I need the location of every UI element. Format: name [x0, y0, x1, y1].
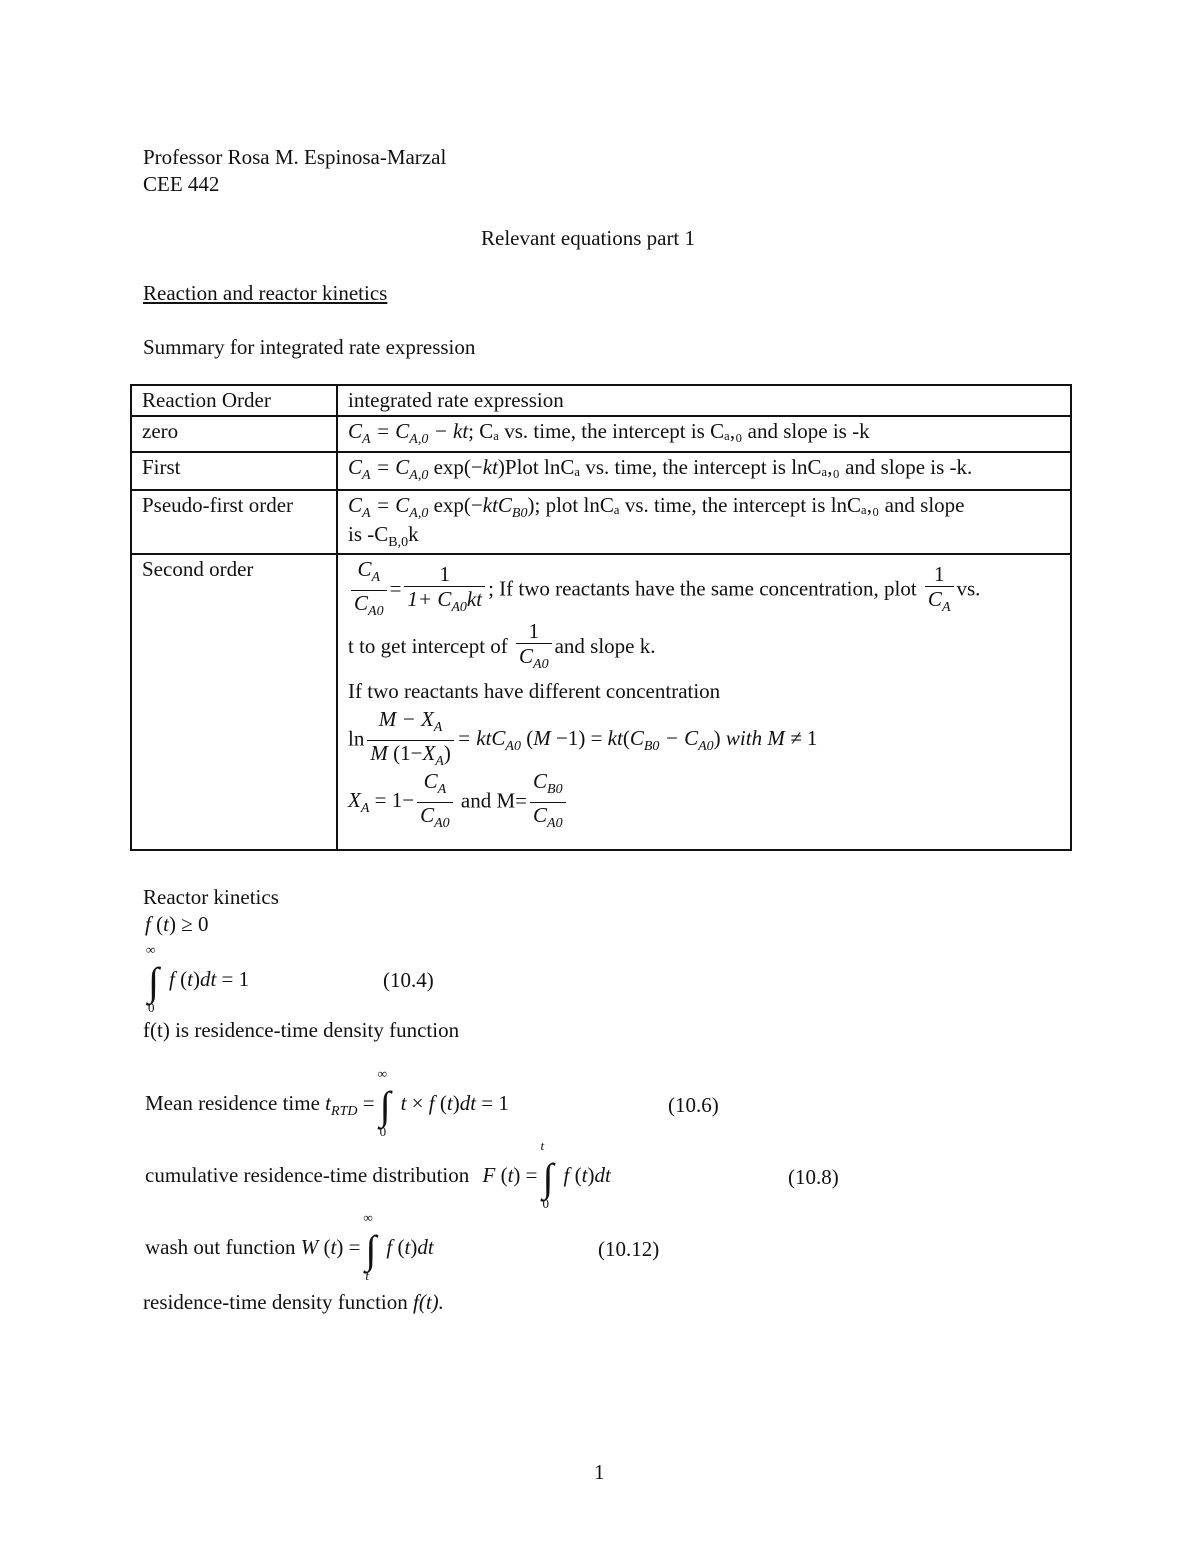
cumulative-label: cumulative residence-time distribution	[145, 1162, 470, 1187]
equation-normalization: ∞ ∫ 0 f (t)dt = 1	[146, 942, 250, 1015]
equation-ft-nonneg: f (t) ≥ 0	[145, 912, 209, 936]
washout-label: wash out function	[145, 1234, 296, 1259]
row-second-text4: and M=	[460, 788, 527, 813]
equation-number-10-4: (10.4)	[383, 968, 434, 992]
row-second-text2: t to get intercept of	[348, 633, 508, 658]
fraction-one-over-ca0: $\frac{1}{C_{A0}}$	[516, 619, 552, 677]
integral-symbol: ∞ ∫ 0	[146, 942, 159, 1015]
equation-number-10-6: (10.6)	[668, 1093, 719, 1117]
row-zero-text: ; Cₐ vs. time, the intercept is Cₐ,₀ and slope is -k	[468, 419, 870, 443]
row-order-second: Second order	[131, 554, 337, 850]
summary-text: Summary for integrated rate expression	[143, 335, 476, 359]
table-header-expression: integrated rate expression	[337, 385, 1071, 416]
row-pseudo-text2: is -C	[348, 522, 389, 546]
row-pseudo-text: ; plot lnCₐ vs. time, the intercept is lnCₐ,₀ and slope	[534, 493, 965, 517]
equation-xa-m: $X_A = 1-$ $\frac{C_A}{C_{A0}}$ and M= $\frac{C_{B0}}{C_{A0}}$	[348, 769, 1060, 831]
equation-different-concentration: ln $\frac{M - X_A}{M (1-X_A)}$ = ktC$_{A0}$ $(M -1) = kt(C_{B0} - C_{A0})$ with M ≠ 1	[348, 707, 1060, 769]
row-expr-second: $\frac{C_A}{C_{A0}}$ = $\frac{1}{1+ C_{A0}kt}$ ; If two reactants have the same concentration, plot $\frac{1}{C_A}$ vs. t to get intercept of $\frac{1}{C_{A0}}$ and slope k. If two reactants have different concentration ln $\frac{M - X_A}{M (1-X_A)}$ = ktC$_{A0}$ $(M -1) = kt(C_{B0} - C_{A0})$ with M ≠ 1 $X_A = 1-$ $\frac{C_A}{C_{A0}}$ and M= $\frac{C_{B0}}{C_{A0}}$	[337, 554, 1071, 850]
row-expr-zero	[337, 416, 1071, 452]
fraction-ca-ca0: $\frac{C_A}{C_{A0}}$	[351, 557, 387, 624]
author-line: Professor Rosa M. Espinosa-Marzal	[143, 145, 447, 169]
row-order-zero: zero	[131, 416, 337, 452]
final-text	[143, 1290, 444, 1315]
row-first-text: Plot lnCₐ vs. time, the intercept is lnCₐ,₀ and slope is -k.	[504, 455, 973, 479]
equation-cumulative: cumulative residence-time distribution F (t) = t ∫ 0 f (t)dt	[145, 1138, 611, 1211]
equation-first: $C_A = C_{A,0}$ exp(−kt)	[348, 455, 505, 483]
equation-number-10-12: (10.12)	[598, 1237, 660, 1261]
equation-washout: wash out function W (t) = ∞ ∫ t f (t)dt	[145, 1210, 434, 1283]
course-line: CEE 442	[143, 172, 220, 196]
equation-mean-residence: Mean residence time $t_{RTD}$ = ∞ ∫ 0 t × f (t)dt = 1	[145, 1066, 509, 1139]
row-order-first: First	[131, 452, 337, 490]
row-second-text2b: and slope k.	[554, 633, 656, 658]
equation-pseudo: $C_A = C_{A,0}$ exp(−ktC$_{B0}$)	[348, 493, 535, 521]
page-title: Relevant equations part 1	[481, 226, 696, 250]
equation-number-10-8: (10.8)	[788, 1165, 839, 1189]
row-order-pseudo: Pseudo-first order	[131, 490, 337, 554]
row-expr-pseudo: $C_A = C_{A,0}$ exp(−ktC$_{B0}$); plot lnCₐ vs. time, the intercept is lnCₐ,₀ and slope is $-C_{B,0}k$	[337, 490, 1071, 554]
rate-expression-table	[130, 384, 1072, 851]
table-header-order: Reaction Order	[131, 385, 337, 416]
page-number: 1	[594, 1460, 605, 1484]
row-second-text3: If two reactants have different concentration	[348, 679, 721, 703]
row-second-text1: ; If two reactants have the same concentration, plot	[488, 576, 917, 601]
fraction-second-order: $\frac{1}{1+ C_{A0}kt}$	[404, 562, 485, 620]
mean-residence-label: Mean residence time	[145, 1090, 320, 1115]
final-text-italic: f(t).	[413, 1290, 444, 1314]
equation-zero: $C_A = C_{A,0}$ − kt	[348, 419, 469, 447]
section-heading-reactor: Reactor kinetics	[143, 885, 279, 909]
section-heading-reaction: Reaction and reactor kinetics	[143, 281, 388, 305]
fraction-one-over-ca: $\frac{1}{C_A}$	[925, 562, 954, 620]
final-text-plain: residence-time density function	[143, 1290, 408, 1314]
rtd-definition-text: f(t) is residence-time density function	[143, 1018, 460, 1042]
row-second-text1b: vs.	[956, 576, 981, 601]
row-expr-first	[337, 452, 1071, 490]
